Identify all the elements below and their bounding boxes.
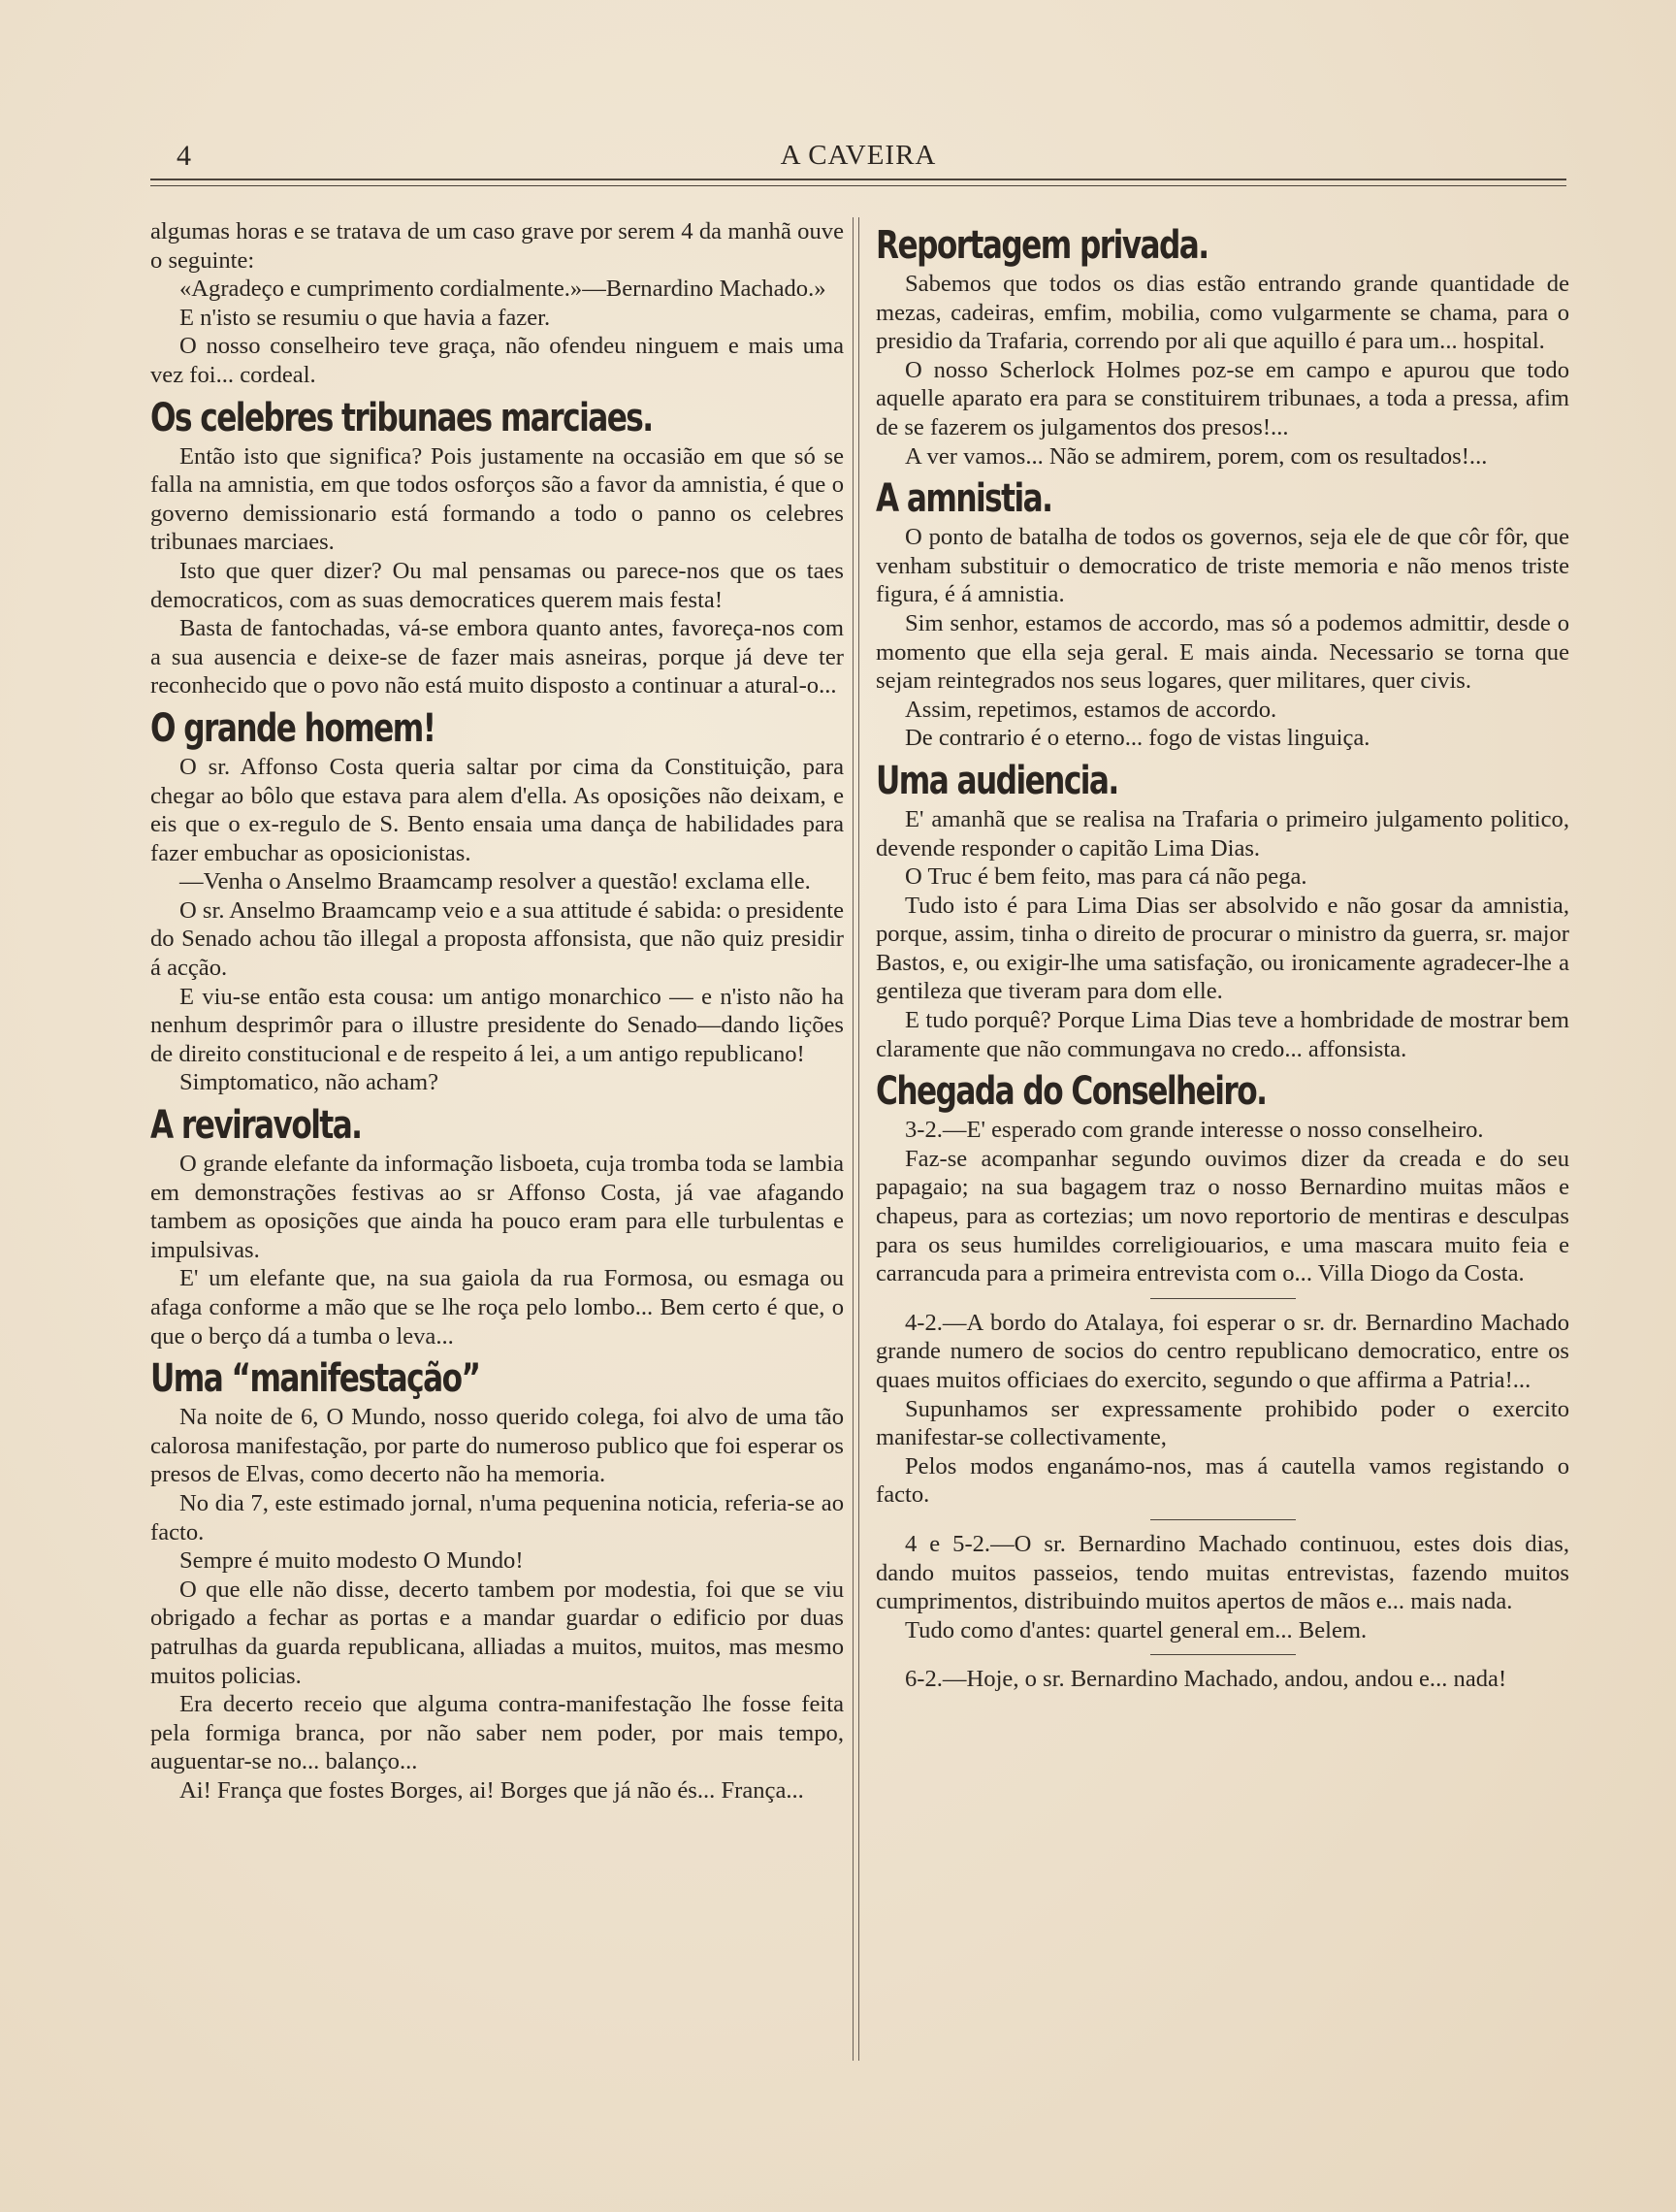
paragraph: O sr. Affonso Costa queria saltar por cima da Constituição, para chegar ao bôlo que estava para alem d'ella. As oposições não deixam, e eis que o ex-regulo de S. Bento ensaia uma dança de habilidades para fazer embuchar as oposicionistas.	[150, 753, 844, 866]
paragraph: «Agradeço e cumprimento cordialmente.»—Bernardino Machado.»	[179, 276, 826, 303]
paragraph: Assim, repetimos, estamos de accordo.	[905, 696, 1277, 723]
paragraph: No dia 7, este estimado jornal, n'uma pequenina noticia, referia-se ao facto.	[150, 1489, 844, 1545]
paragraph: De contrario é o eterno... fogo de vistas linguiça.	[905, 725, 1370, 752]
newspaper-title: A CAVEIRA	[780, 140, 937, 171]
paragraph: Ai! França que fostes Borges, ai! Borges que já não és... França...	[179, 1776, 804, 1804]
paragraph: O grande elefante da informação lisboeta, cuja tromba toda se lambia em demonstrações festivas ao sr Affonso Costa, já vae afagando tambem as oposições que ainda ha pouco eram para elle turbulentas e impulsivas.	[150, 1151, 844, 1263]
page-header	[150, 136, 1566, 179]
paragraph: —Venha o Anselmo Braamcamp resolver a questão! exclama elle.	[179, 868, 811, 895]
paragraph: O nosso conselheiro teve graça, não ofendeu ninguem e mais uma vez foi... cordeal.	[150, 333, 844, 388]
section-heading: O grande homem!	[150, 705, 435, 751]
column-divider-second	[858, 217, 859, 2061]
section-heading: Uma audiencia.	[876, 758, 1118, 803]
paragraph: Na noite de 6, O Mundo, nosso querido colega, foi alvo de uma tão calorosa manifestação, por parte do numeroso publico que foi esperar os presos de Elvas, como decerto não ha memoria.	[150, 1404, 844, 1488]
paragraph: 3-2.—E' esperado com grande interesse o nosso conselheiro.	[905, 1117, 1484, 1144]
paragraph: A ver vamos... Não se admirem, porem, com os resultados!...	[905, 442, 1488, 470]
header-rule-thin	[150, 185, 1566, 186]
paragraph: Isto que quer dizer? Ou mal pensamas ou parece-nos que os taes democraticos, com as suas democratices querem mais festa!	[150, 557, 844, 613]
section-heading: Chegada do Conselheiro.	[876, 1069, 1267, 1115]
right-column	[876, 217, 1569, 1694]
paragraph: 4-2.—A bordo do Atalaya, foi esperar o sr. dr. Bernardino Machado grande numero de socios do centro republicano democratico, entre os quaes muitos officiaes do exercito, segundo o que affirma a Patria!...	[876, 1309, 1569, 1393]
paragraph: 4 e 5-2.—O sr. Bernardino Machado continuou, estes dois dias, dando muitos passeios, tendo muitas entrevistas, fazendo muitos cumprimentos, distribuindo muitos apertos de mãos e... mais nada.	[876, 1530, 1569, 1615]
paragraph: Sabemos que todos os dias estão entrando grande quantidade de mezas, cadeiras, emfim, mobilia, como vulgarmente se chama, para o presidio da Trafaria, correndo por ali que aquillo é para um... hospital.	[876, 271, 1569, 355]
column-divider	[853, 217, 854, 2061]
paragraph: Então isto que significa? Pois justamente na occasião em que só se falla na amnistia, em que todos osforços são a favor da amnistia, é que o governo demissionario está formando a todo o panno os celebres tribunaes marciaes.	[150, 442, 844, 556]
paragraph: algumas horas e se tratava de um caso grave por serem 4 da manhã ouve o seguinte:	[150, 218, 844, 274]
paragraph: Sempre é muito modesto O Mundo!	[179, 1547, 524, 1575]
section-heading: Uma “manifestação”	[150, 1356, 480, 1402]
paragraph: Era decerto receio que alguma contra-manifestação lhe fosse feita pela formiga branca, por não saber nem poder, por mais tempo, auguentar-se no... balanço...	[150, 1691, 844, 1775]
paragraph: Simptomatico, não acham?	[179, 1069, 439, 1096]
section-separator	[1150, 1654, 1296, 1655]
paragraph: Basta de fantochadas, vá-se embora quanto antes, favoreça-nos com a sua ausencia e deixe-se de fazer mais asneiras, porque já deve ter reconhecido que o povo não está muito disposto a continuar a atural-o...	[150, 615, 844, 699]
paragraph: E viu-se então esta cousa: um antigo monarchico — e n'isto não ha nenhum desprimôr para o illustre presidente do Senado—dando lições de direito constitucional e de respeito á lei, a um antigo republicano!	[150, 983, 844, 1067]
paragraph: Sim senhor, estamos de accordo, mas só a podemos admittir, desde o momento que ella seja geral. E mais ainda. Necessario se torna que sejam reintegrados nos seus logares, quer militares, quer civis.	[876, 609, 1569, 695]
paragraph: O nosso Scherlock Holmes poz-se em campo e apurou que todo aquelle aparato era para se constituirem tribunaes, a toda a pressa, afim de se fazerem os julgamentos dos presos!...	[876, 356, 1569, 440]
section-heading: Os celebres tribunaes marciaes.	[150, 395, 653, 440]
paragraph: E n'isto se resumiu o que havia a fazer.	[179, 304, 551, 331]
paragraph: E' um elefante que, na sua gaiola da rua Formosa, ou esmaga ou afaga conforme a mão que se lhe roça pelo lombo... Bem certo é que, o que o berço dá a tumba o leva...	[150, 1265, 844, 1350]
paragraph: O ponto de batalha de todos os governos, seja ele de que côr fôr, que venham substituir o democratico de triste memoria e não menos triste figura, é á amnistia.	[876, 524, 1569, 608]
paragraph: 6-2.—Hoje, o sr. Bernardino Machado, andou, andou e... nada!	[905, 1666, 1507, 1693]
section-heading: A reviravolta.	[150, 1103, 362, 1149]
header-rule	[150, 179, 1566, 180]
left-column	[150, 217, 844, 1805]
paragraph: Tudo como d'antes: quartel general em... Belem.	[905, 1616, 1368, 1643]
paragraph: Tudo isto é para Lima Dias ser absolvido e não gosar da amnistia, porque, assim, tinha o direito de procurar o ministro da guerra, sr. major Bastos, e, ou exigir-lhe uma satisfação, ou ironicamente agradecer-lhe a gentileza que tiveram para dom elle.	[876, 892, 1569, 1005]
section-heading: Reportagem privada.	[876, 223, 1209, 268]
paragraph: E tudo porquê? Porque Lima Dias teve a hombridade de mostrar bem claramente que não commungava no credo... affonsista.	[876, 1007, 1569, 1062]
paragraph: Pelos modos enganámo-nos, mas á cautella vamos registando o facto.	[876, 1452, 1569, 1509]
paragraph: O sr. Anselmo Braamcamp veio e a sua attitude é sabida: o presidente do Senado achou tão illegal a proposta affonsista, que não quiz presidir á acção.	[150, 896, 845, 982]
section-separator	[1150, 1298, 1296, 1299]
paragraph: O Truc é bem feito, mas para cá não pega.	[905, 863, 1307, 891]
section-heading: A amnistia.	[876, 476, 1052, 522]
paragraph: Supunhamos ser expressamente prohibido poder o exercito manifestar-se collectivamente,	[876, 1395, 1569, 1451]
paragraph: Faz-se acompanhar segundo ouvimos dizer da creada e do seu papagaio; na sua bagagem traz o nosso Bernardino muitas mãos e chapeus, para as cortezias; um novo reportorio de mentiras e desculpas para os seus humildes correligiouarios, e uma mascara muito feia e carrancuda para a primeira entrevista com o... Villa Diogo da Costa.	[876, 1145, 1569, 1287]
section-separator	[1150, 1519, 1296, 1520]
paragraph: O que elle não disse, decerto tambem por modestia, foi que se viu obrigado a fechar as portas e a mandar guardar o edificio por duas patrulhas da guarda republicana, alliadas a muitos, muitos, mas mesmo muitos policias.	[150, 1576, 844, 1689]
paragraph: E' amanhã que se realisa na Trafaria o primeiro julgamento politico, devende responder o capitão Lima Dias.	[876, 805, 1569, 862]
page-number: 4	[177, 140, 191, 172]
